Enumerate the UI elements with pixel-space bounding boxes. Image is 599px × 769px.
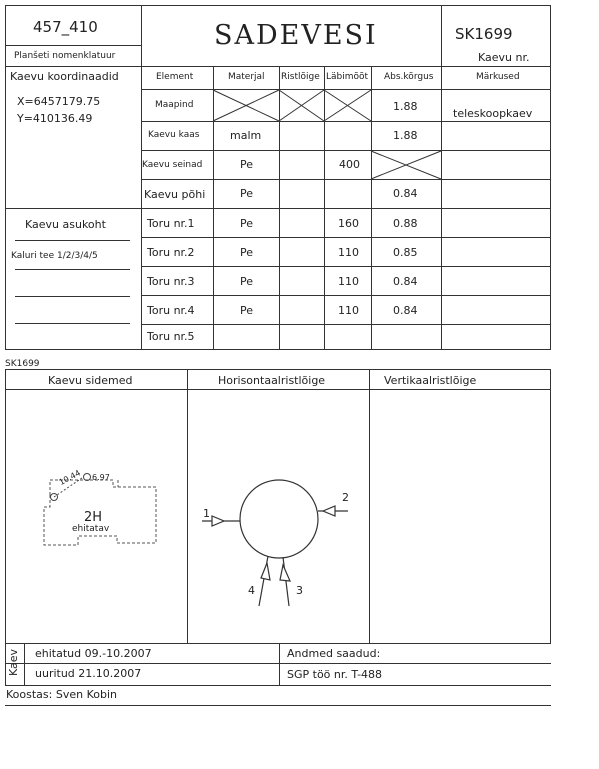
table-row-diameter: 110 [338, 304, 359, 317]
well-id: SK1699 [455, 25, 513, 43]
table-row-element: Kaevu seinad [142, 160, 203, 170]
table-row-abs: 1.88 [393, 129, 418, 142]
table-row-diameter: 400 [339, 158, 360, 171]
well-caption: Kaevu nr. [478, 51, 530, 64]
surveyed-date: uuritud 21.10.2007 [35, 667, 142, 680]
table-row-element: Toru nr.2 [147, 246, 195, 259]
horizontal-section-heading: Horisontaalristlõige [218, 374, 326, 387]
tie-point-b [84, 474, 91, 481]
table-row-element: Toru nr.5 [147, 330, 195, 343]
pipe-label-3: 3 [296, 584, 303, 597]
coordinates-heading: Kaevu koordinaadid [10, 70, 119, 83]
pipe-label-1: 1 [203, 507, 210, 520]
table-row-material: malm [230, 129, 262, 142]
tie-dimension-b: 6.97 [92, 473, 110, 482]
data-source-value: SGP töö nr. T-488 [287, 668, 383, 681]
col-header-abs: Abs.kõrgus [384, 72, 434, 82]
well-side-label: Kaev [7, 648, 20, 676]
manhole-plan [202, 480, 348, 606]
table-row-element: Toru nr.4 [147, 304, 195, 317]
location-heading: Kaevu asukoht [25, 218, 106, 231]
table-row-material: Pe [240, 217, 254, 230]
sidemed-heading: Kaevu sidemed [48, 374, 133, 387]
table-row-remarks: teleskoopkaev [453, 107, 533, 120]
built-date: ehitatud 09.-10.2007 [35, 647, 152, 660]
table-row-element: Maapind [155, 100, 194, 110]
col-header-element: Element [156, 72, 194, 82]
coordinate-x: X=6457179.75 [17, 95, 101, 108]
location-address: Kaluri tee 1/2/3/4/5 [11, 251, 98, 261]
sheet-number: 457_410 [33, 18, 98, 36]
table-row-material: Pe [240, 158, 254, 171]
table-row-element: Kaevu kaas [148, 130, 200, 140]
building-code: 2H [84, 510, 103, 525]
vertical-section-heading: Vertikaalristlõige [384, 374, 477, 387]
table-row-abs: 0.84 [393, 187, 418, 200]
table-row-material: Pe [240, 246, 254, 259]
col-header-material: Materjal [228, 72, 265, 82]
coordinate-y: Y=410136.49 [17, 112, 93, 125]
table-row-diameter: 110 [338, 275, 359, 288]
table-row-diameter: 110 [338, 246, 359, 259]
table-row-abs: 0.85 [393, 246, 418, 259]
pipe-label-4: 4 [248, 584, 255, 597]
tie-dimension-a: 10.44 [57, 468, 82, 488]
page-title: SADEVESI [214, 20, 378, 51]
table-row-material: Pe [240, 304, 254, 317]
table-row-material: Pe [240, 187, 254, 200]
table-row-element: Toru nr.3 [147, 275, 195, 288]
pipe-label-2: 2 [342, 491, 349, 504]
building-note: ehitatav [72, 524, 110, 534]
table-row-abs: 0.84 [393, 275, 418, 288]
compiler: Koostas: Sven Kobin [6, 688, 117, 701]
table-row-abs: 0.88 [393, 217, 418, 230]
table-row-abs: 0.84 [393, 304, 418, 317]
data-source-label: Andmed saadud: [287, 647, 381, 660]
col-header-remarks: Märkused [476, 72, 520, 82]
table-row-material: Pe [240, 275, 254, 288]
table-row-element: Kaevu põhi [144, 188, 206, 201]
section-label: SK1699 [5, 359, 40, 369]
col-header-cross: Ristlõige [281, 72, 320, 82]
table-row-abs: 1.88 [393, 100, 418, 113]
table-row-diameter: 160 [338, 217, 359, 230]
col-header-diameter: Läbimõõt [326, 72, 369, 82]
sheet-caption: Planšeti nomenklatuur [14, 51, 116, 61]
table-row-element: Toru nr.1 [147, 217, 195, 230]
